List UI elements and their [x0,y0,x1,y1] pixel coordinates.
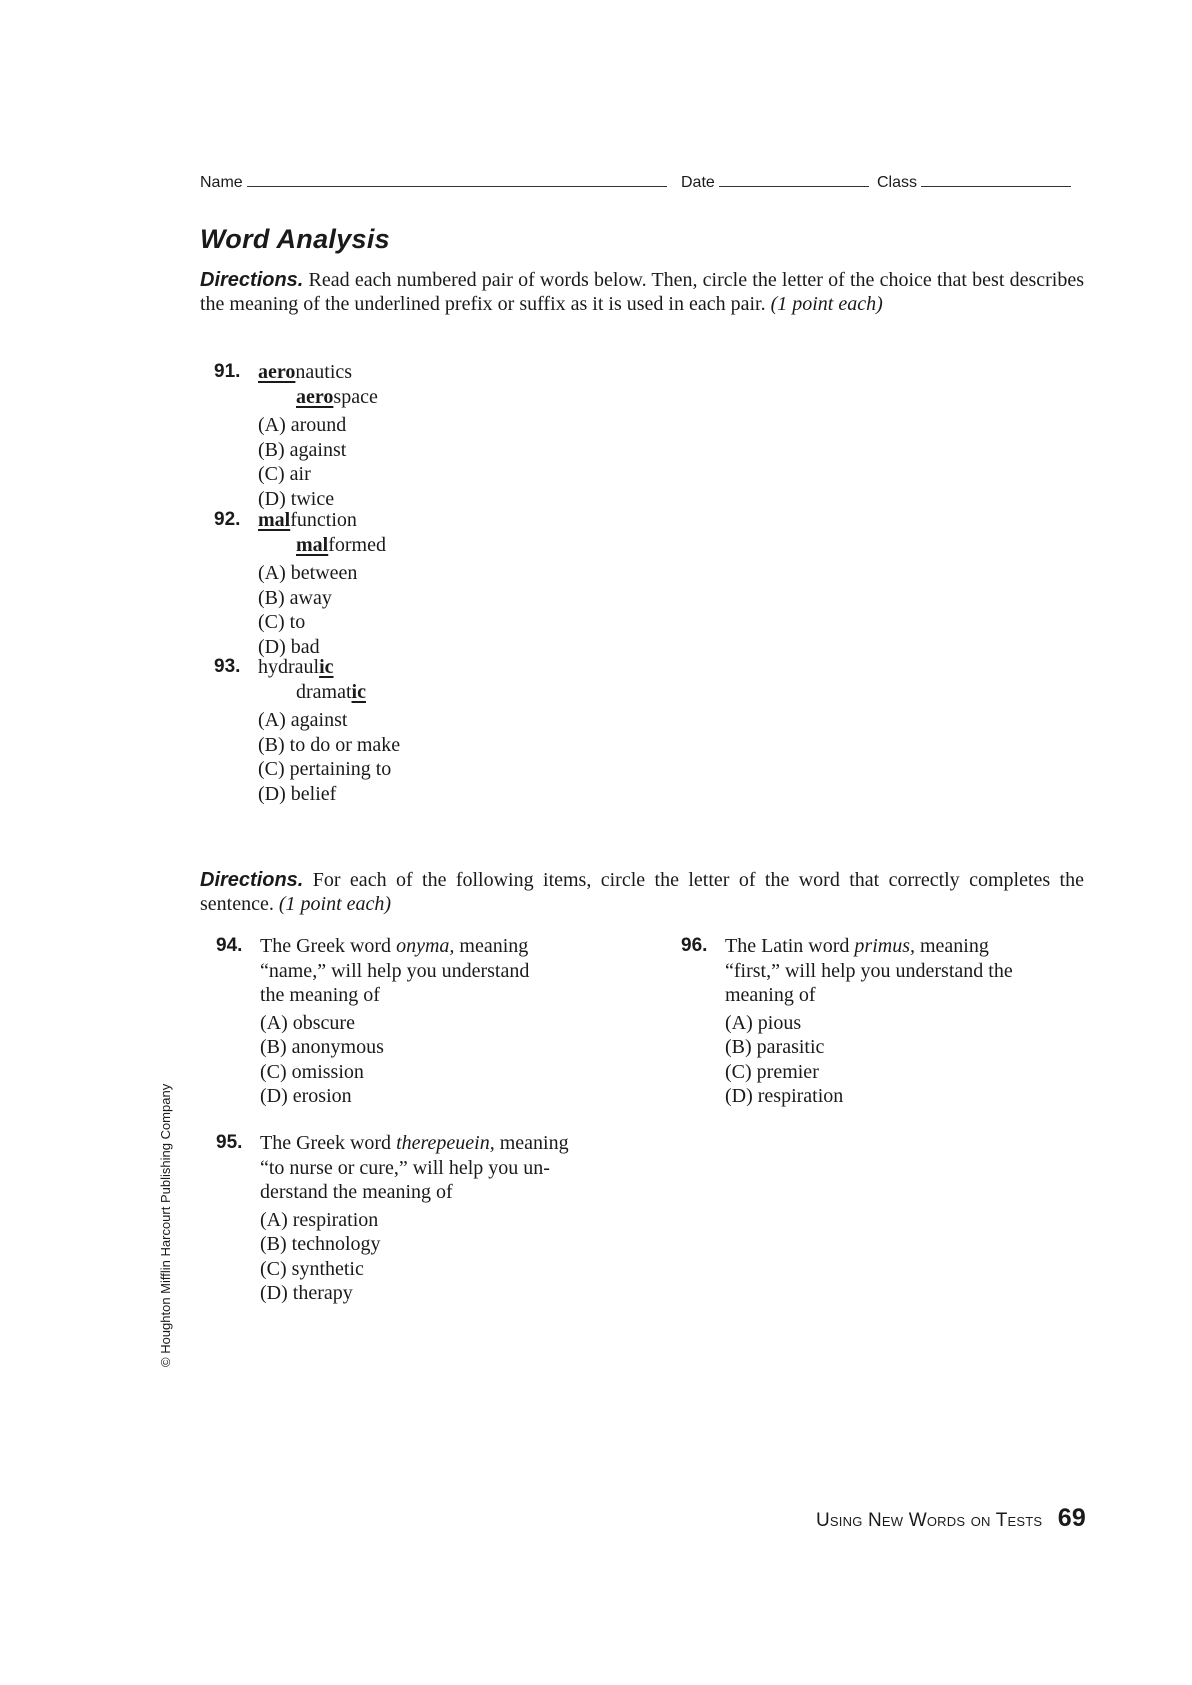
class-label: Class [877,174,918,191]
directions-lead: Directions. [200,869,304,891]
page-footer [816,1504,1086,1533]
name-blank[interactable] [247,172,667,187]
question-stem-line-3: the meaning of [260,984,380,1006]
word-1: aeronautics [258,361,353,383]
class-field [877,172,1071,192]
date-field [681,172,869,192]
section1-directions [200,268,1084,316]
word-pair [258,655,400,704]
option-d[interactable]: (D) belief [258,782,337,805]
word-2: dramatic [296,680,366,703]
option-a[interactable]: (A) between [258,562,358,584]
page-number: 69 [1057,1504,1086,1532]
option-a[interactable]: (A) pious [725,1011,802,1034]
question-stem-line-1: The Latin word primus, meaning [725,935,989,957]
option-c[interactable]: (C) premier [725,1060,819,1083]
word-2: malformed [296,533,386,556]
word-1: malfunction [258,509,357,531]
option-d[interactable]: (D) erosion [260,1085,352,1107]
question-stem-line-1: The Greek word therepeuein, meaning [260,1132,569,1154]
option-a[interactable]: (A) against [258,709,348,731]
copyright-notice: © Houghton Mifflin Harcourt Publishing Company [158,1083,173,1367]
option-c[interactable]: (C) synthetic [260,1257,364,1280]
option-d[interactable]: (D) twice [258,487,335,510]
option-d[interactable]: (D) respiration [725,1085,844,1107]
running-title: Using New Words on Tests [816,1510,1043,1531]
option-b[interactable]: (B) against [258,438,347,461]
option-a[interactable]: (A) obscure [260,1011,355,1034]
date-label: Date [681,174,715,191]
option-b[interactable]: (B) technology [260,1233,381,1255]
word-1: hydraulic [258,656,334,678]
directions-text: For each of the following items, circle the letter of the word that correctly completes the sentence. [200,869,1084,915]
question-number: 94. [216,935,243,956]
question-number: 91. [214,361,241,382]
name-field [200,172,667,192]
class-blank[interactable] [921,172,1071,187]
word-pair [258,360,390,409]
question-number: 95. [216,1132,243,1153]
option-b[interactable]: (B) parasitic [725,1036,825,1058]
option-b[interactable]: (B) to do or make [258,733,401,756]
question-stem-line-2: “first,” will help you understand the [725,959,1013,982]
points-note: (1 point each) [770,293,883,315]
option-d[interactable]: (D) bad [258,635,320,658]
option-c[interactable]: (C) omission [260,1060,364,1083]
page-title: Word Analysis [200,224,390,254]
question-number: 92. [214,509,241,530]
option-a[interactable]: (A) respiration [260,1208,379,1231]
option-c[interactable]: (C) pertaining to [258,758,392,780]
question-stem-line-2: “to nurse or cure,” will help you un- [260,1156,550,1179]
question-stem-line-3: derstand the meaning of [260,1181,453,1203]
date-blank[interactable] [719,172,869,187]
option-a[interactable]: (A) around [258,414,347,436]
name-label: Name [200,174,243,191]
option-c[interactable]: (C) air [258,463,311,485]
points-note: (1 point each) [278,893,392,915]
question-stem-line-3: meaning of [725,984,816,1006]
option-c[interactable]: (C) to [258,611,306,633]
question-stem-line-2: “name,” will help you understand [260,959,530,982]
directions-text: Read each numbered pair of words below. Then, circle the letter of the choice that best describes the meaning of the underlined prefix or suffix as it is used in each pair. [200,269,1084,315]
word-pair [258,508,395,557]
question-number: 93. [214,656,241,677]
question-number: 96. [681,935,708,956]
directions-lead: Directions. [200,269,304,291]
question-stem-line-1: The Greek word onyma, meaning [260,935,529,957]
option-b[interactable]: (B) away [258,586,332,609]
option-b[interactable]: (B) anonymous [260,1036,384,1058]
section2-directions [200,868,1084,916]
word-2: aerospace [296,385,378,408]
option-d[interactable]: (D) therapy [260,1282,353,1304]
